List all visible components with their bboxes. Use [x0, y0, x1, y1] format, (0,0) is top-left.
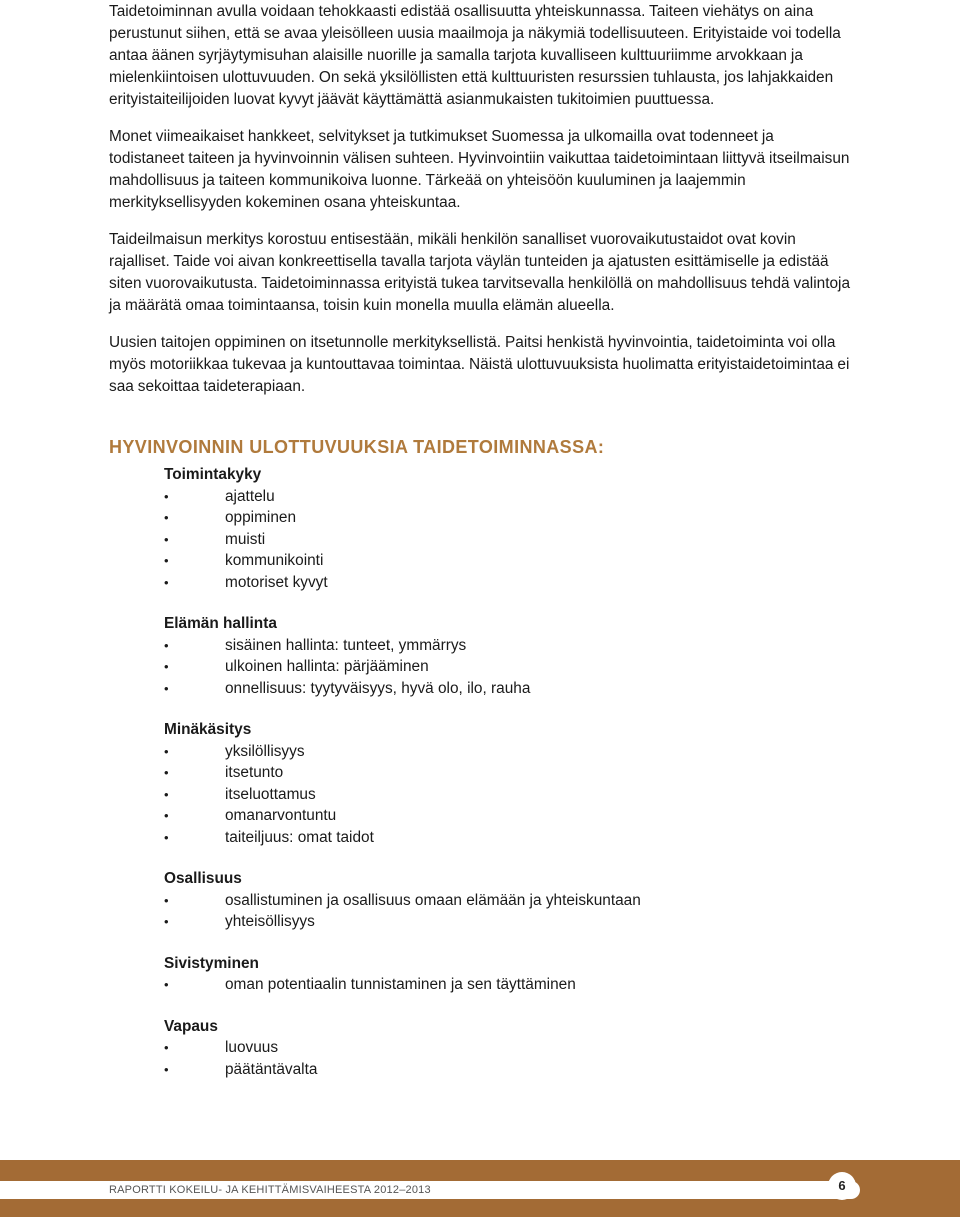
- list-item: [164, 550, 851, 572]
- list-item-text: ulkoinen hallinta: pärjääminen: [225, 658, 429, 675]
- list-item: [164, 911, 851, 933]
- list-item: [164, 784, 851, 806]
- dimension-group: [164, 613, 851, 699]
- list-item-text: kommunikointi: [225, 552, 324, 569]
- list-item: [164, 805, 851, 827]
- bullet-icon: •: [164, 531, 169, 547]
- bullet-icon: •: [164, 765, 169, 780]
- list-item-text: sisäinen hallinta: tunteet, ymmärrys: [225, 636, 467, 654]
- dimension-list: [164, 741, 851, 849]
- list-item: [164, 529, 851, 551]
- list-item: [164, 974, 851, 996]
- list-item: [164, 741, 851, 763]
- list-item: [164, 656, 851, 678]
- wellbeing-dimensions: [164, 464, 851, 1080]
- list-item-text: oman potentiaalin tunnistaminen ja sen täyttäminen: [225, 976, 576, 993]
- bullet-icon: •: [164, 553, 169, 568]
- list-item-text: oppiminen: [225, 509, 297, 526]
- list-item: [164, 890, 851, 912]
- bullet-icon: •: [164, 1040, 169, 1055]
- list-item-text: omanarvontuntu: [225, 807, 337, 824]
- list-item-text: yhteisöllisyys: [225, 913, 315, 930]
- bullet-icon: •: [164, 510, 169, 525]
- bullet-icon: •: [164, 637, 169, 653]
- list-item-text: ajattelu: [225, 487, 275, 505]
- dimension-group: [164, 1016, 851, 1081]
- bullet-icon: •: [164, 829, 169, 845]
- list-item-text: itseluottamus: [225, 785, 316, 803]
- dimension-list: [164, 890, 851, 933]
- bullet-icon: •: [164, 808, 169, 823]
- dimension-group: [164, 953, 851, 996]
- list-item: [164, 1059, 851, 1081]
- section-title: HYVINVOINNIN ULOTTUVUUKSIA TAIDETOIMINNASSA:: [109, 437, 605, 457]
- dimension-group: [164, 719, 851, 848]
- list-item-text: yksilöllisyys: [225, 742, 305, 760]
- bullet-icon: •: [164, 914, 169, 929]
- dimension-group: [164, 464, 851, 593]
- paragraph-4: Uusien taitojen oppiminen on itsetunnolle merkityksellistä. Paitsi henkistä hyvinvointia, taidetoiminta voi olla myös motoriikkaa tukevaa ja kuntouttavaa toimintaa. Näistä ulottuvuuksista huolimatta erityistaidetoimintaa ei saa sekoittaa taideterapiaan.: [109, 334, 850, 395]
- paragraph-3: Taideilmaisun merkitys korostuu entisestään, mikäli henkilön sanalliset vuorovaikutustaidot ovat kovin rajalliset. Taide voi aivan konkreettisella tavalla tarjota väylän tunteiden ja ajatusten esittämiselle ja edistää siten vuorovaikutusta. Taidetoiminnassa erityistä tukea tarvitsevalla henkilöllä on mahdollisuus tehdä valintoja ja määrätä omaa toimintaansa, toisin kuin monella muulla elämän alueella.: [109, 231, 851, 314]
- bullet-icon: •: [164, 659, 169, 674]
- bullet-icon: •: [164, 680, 169, 696]
- list-item-text: muisti: [225, 530, 266, 548]
- dimension-title: Sivistyminen: [164, 954, 259, 972]
- list-item: [164, 678, 851, 700]
- bullet-icon: •: [164, 977, 169, 992]
- dimension-title: Elämän hallinta: [164, 615, 277, 632]
- bullet-icon: •: [164, 574, 169, 590]
- dimension-list: [164, 974, 851, 996]
- dimension-group: [164, 868, 851, 933]
- list-item-text: luovuus: [225, 1039, 279, 1056]
- bullet-icon: •: [164, 1061, 169, 1077]
- bullet-icon: •: [164, 786, 169, 802]
- list-item: [164, 762, 851, 784]
- paragraph-1: Taidetoiminnan avulla voidaan tehokkaasti edistää osallisuutta yhteiskunnassa. Taiteen viehätys on aina perustunut siihen, että se avaa yleisölleen uusia maailmoja ja näkymiä todellisuuteen. Erityistaide voi todella antaa äänen syrjäytymisuhan alaisille nuorille ja samalla tarjota kuvalliseen kulttuuriimme arvokkaan ja mielenkiintoisen ulottuvuuden. On sekä yksilöllisten että kulttuuristen resurssien tuhlausta, jos lahjakkaiden erityistaiteilijoiden luovat kyvyt jäävät käyttämättä asianmukaisten tukitoimien puuttuessa.: [109, 3, 841, 108]
- list-item-text: itsetunto: [225, 764, 284, 781]
- dimension-list: [164, 1037, 851, 1080]
- list-item: [164, 635, 851, 657]
- dimension-title: Minäkäsitys: [164, 721, 252, 738]
- document-body: [109, 0, 851, 1100]
- list-item-text: motoriset kyvyt: [225, 573, 328, 591]
- dimension-title: Toimintakyky: [164, 466, 262, 483]
- dimension-list: [164, 486, 851, 594]
- list-item: [164, 1037, 851, 1059]
- dimension-title: Osallisuus: [164, 870, 242, 887]
- list-item: [164, 572, 851, 594]
- page-number: 6: [828, 1172, 856, 1200]
- list-item: [164, 827, 851, 849]
- bullet-icon: •: [164, 892, 169, 908]
- bullet-icon: •: [164, 488, 169, 504]
- footer-report-title: RAPORTTI KOKEILU- JA KEHITTÄMISVAIHEESTA 2012–2013: [109, 1184, 431, 1196]
- list-item-text: päätäntävalta: [225, 1060, 318, 1078]
- bullet-icon: •: [164, 743, 169, 759]
- paragraph-2: Monet viimeaikaiset hankkeet, selvitykset ja tutkimukset Suomessa ja ulkomailla ovat todenneet ja todistaneet taiteen ja hyvinvoinnin välisen suhteen. Hyvinvointiin vaikuttaa taidetoimintaan liittyvä itseilmaisun mahdollisuus ja taiteen kommunikoiva luonne. Tärkeää on yhteisöön kuuluminen ja laajemmin merkityksellisyyden kokeminen osana yhteiskuntaa.: [109, 128, 850, 211]
- dimension-title: Vapaus: [164, 1017, 218, 1035]
- list-item-text: taiteiljuus: omat taidot: [225, 828, 374, 846]
- list-item: [164, 486, 851, 508]
- list-item: [164, 507, 851, 529]
- list-item-text: osallistuminen ja osallisuus omaan elämään ja yhteiskuntaan: [225, 891, 641, 909]
- list-item-text: onnellisuus: tyytyväisyys, hyvä olo, ilo, rauha: [225, 679, 531, 697]
- dimension-list: [164, 635, 851, 700]
